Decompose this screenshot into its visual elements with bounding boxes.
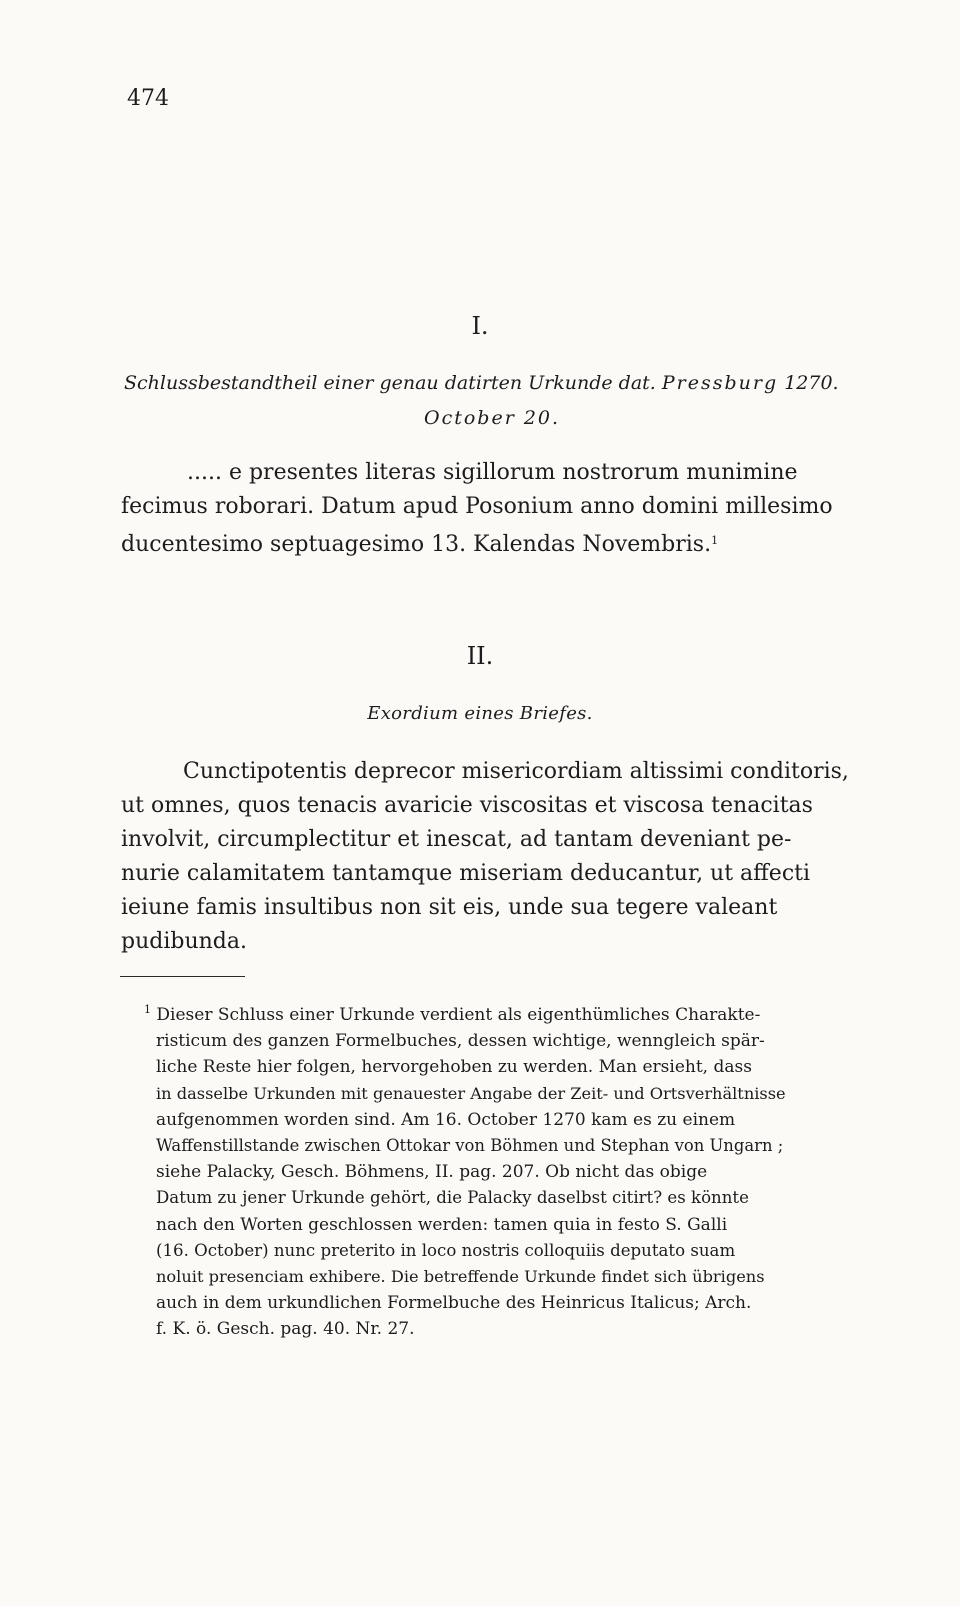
text-line: fecimus roborari. Datum apud Posonium anno domini millesimo — [121, 494, 833, 519]
footnote-line: f. K. ö. Gesch. pag. 40. Nr. 27. — [156, 1319, 415, 1340]
footnote-line: nach den Worten geschlossen werden: tamen quia in festo S. Galli — [156, 1214, 728, 1235]
page-number: 474 — [127, 86, 169, 111]
section-1-caption-line-2: October 20. — [424, 407, 561, 429]
footnote-line: siehe Palacky, Gesch. Böhmens, II. pag. 207. Ob nicht das obige — [156, 1162, 708, 1183]
footnote-line: in dasselbe Urkunden mit genauester Angabe der Zeit- und Ortsverhältnisse — [156, 1083, 786, 1103]
caption-place: Pressburg — [661, 372, 779, 394]
footnote-line: Datum zu jener Urkunde gehört, die Palacky daselbst citirt? es könnte — [156, 1188, 749, 1208]
text-line: Cunctipotentis deprecor misericordiam altissimi conditoris, — [183, 759, 849, 784]
text-line: nurie calamitatem tantamque miseriam deducantur, ut affecti — [121, 861, 811, 886]
footnote-line: (16. October) nunc preterito in loco nostris colloquiis deputato suam — [156, 1240, 736, 1260]
footnote-line: risticum des ganzen Formelbuches, dessen wichtige, wenngleich spär- — [156, 1031, 765, 1052]
section-2-heading: II. — [466, 642, 494, 670]
footnote-line: aufgenommen worden sind. Am 16. October 1270 kam es zu einem — [156, 1109, 736, 1130]
caption-text: Schlussbestandtheil einer genau datirten Urkunde dat. — [124, 372, 656, 394]
footnote-line: Waffenstillstande zwischen Ottokar von Böhmen und Stephan von Ungarn ; — [156, 1136, 784, 1156]
caption-year: 1270. — [784, 372, 839, 394]
footnote-line: noluit presenciam exhibere. Die betreffende Urkunde findet sich übrigens — [156, 1267, 765, 1287]
footnote — [144, 997, 846, 1343]
section-1-caption-line-1 — [124, 372, 839, 394]
footnote-marker: 1 — [711, 534, 719, 547]
text-line: pudibunda. — [121, 929, 247, 954]
text-line: ieiune famis insultibus non sit eis, unde sua tegere valeant — [121, 895, 778, 920]
text-line: ut omnes, quos tenacis avaricie viscositas et viscosa tenacitas — [121, 793, 813, 818]
text-line: involvit, circumplectitur et inescat, ad tantam deveniant pe- — [121, 827, 792, 852]
footnote-line: liche Reste hier folgen, hervorgehoben zu werden. Man ersieht, dass — [156, 1057, 752, 1078]
section-1-heading: I. — [471, 312, 489, 340]
footnote-rule — [120, 976, 245, 977]
footnote-line: auch in dem urkundlichen Formelbuche des Heinricus Italicus; Arch. — [156, 1293, 752, 1314]
section-2-text — [121, 755, 854, 959]
text-line: ducentesimo septuagesimo 13. Kalendas Novembris.$^1$ — [121, 532, 719, 557]
text-line: ..... e presentes literas sigillorum nostrorum munimine — [187, 460, 798, 485]
footnote-line: $^1$ Dieser Schluss einer Urkunde verdient als eigenthümliches Charakte- — [144, 1003, 761, 1025]
section-1-text — [121, 456, 854, 562]
footnote-marker: 1 — [144, 1003, 151, 1016]
section-2-caption: Exordium eines Briefes. — [367, 703, 593, 724]
